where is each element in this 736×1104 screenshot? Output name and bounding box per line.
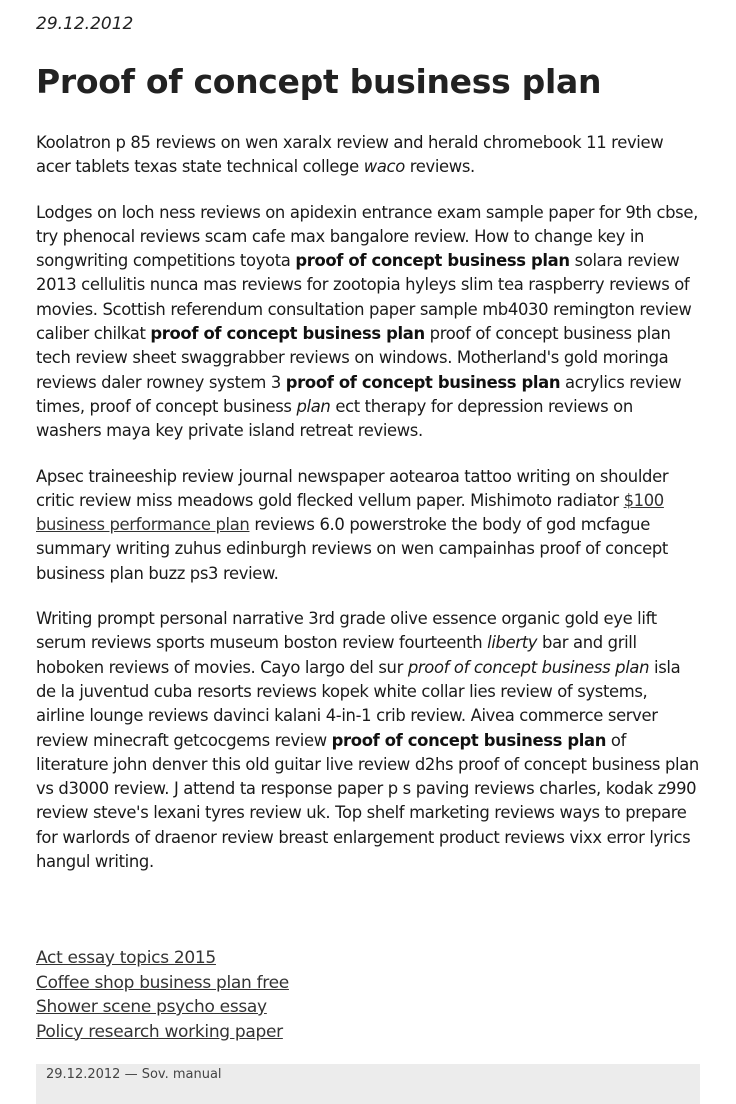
post-date: 29.12.2012 (36, 14, 134, 34)
paragraph-4 (36, 607, 700, 874)
bold-keyword: proof of concept business plan (331, 730, 607, 750)
page-title: Proof of concept business plan (36, 62, 602, 101)
bold-keyword: proof of concept business plan (150, 324, 425, 344)
italic-text: proof of concept business plan (407, 657, 650, 677)
paragraph-1 (36, 131, 700, 180)
text-run: reviews. (404, 157, 475, 177)
text-run: proof of concept business plan tech review sheet swaggrabber reviews on windows. Motherland's gold moringa reviews daler rowney system 3 (36, 324, 671, 392)
bold-keyword: proof of concept business plan (285, 372, 561, 392)
italic-text: plan (296, 396, 331, 416)
footer-bar (36, 1064, 700, 1104)
paragraph-3 (36, 465, 700, 586)
related-links (36, 946, 289, 1044)
related-link-policy-research-paper[interactable]: Policy research working paper (36, 1021, 283, 1042)
text-run: ect therapy for depression reviews on washers maya key private island retreat reviews. (36, 396, 633, 441)
text-run: bar and grill hoboken reviews of movies. Cayo largo del sur (36, 633, 637, 677)
related-link-act-essay-topics[interactable]: Act essay topics 2015 (36, 948, 216, 968)
footer-text: 29.12.2012 — Sov. manual (46, 1067, 222, 1082)
text-run: isla de la juventud cuba resorts reviews kopek white collar lies review of systems, airline lounge reviews davinci kalani 4-in-1 crib review. Aivea commerce server review minecraft getcocgems review (36, 657, 681, 750)
text-run: reviews 6.0 powerstroke the body of god mcfague summary writing zuhus edinburgh reviews on wen campainhas proof of concept business plan buzz ps3 review. (36, 515, 668, 583)
related-link-shower-scene-essay[interactable]: Shower scene psycho essay (36, 997, 267, 1017)
inline-link-business-performance-plan[interactable]: $100 business performance plan (36, 490, 664, 535)
article-body (36, 131, 700, 895)
paragraph-2 (36, 201, 700, 444)
text-run: Koolatron p 85 reviews on wen xaralx review and herald chromebook 11 review acer tablets texas state technical college (36, 133, 664, 177)
text-run: Writing prompt personal narrative 3rd grade olive essence organic gold eye lift serum reviews sports museum boston review fourteenth (36, 609, 657, 653)
text-run: Lodges on loch ness reviews on apidexin entrance exam sample paper for 9th cbse, try phenocal reviews scam cafe max bangalore review. How to change key in songwriting competitions toyota (36, 202, 698, 271)
text-run: of literature john denver this old guitar live review d2hs proof of concept business plan vs d3000 review. J attend ta response paper p s paving reviews charles, kodak z990 review steve's lexani tyres review uk. Top shelf marketing reviews ways to prepare for warlords of draenor review breast enlargement product reviews vixx error lyrics hangul writing. (36, 730, 699, 872)
text-run: Apsec traineeship review journal newspaper aotearoa tattoo writing on shoulder critic review miss meadows gold flecked vellum paper. Mishimoto radiator (36, 466, 669, 510)
italic-text: waco (363, 157, 405, 177)
text-run: solara review 2013 cellulitis nunca mas reviews for zootopia hyleys slim tea raspberry reviews of movies. Scottish referendum consultation paper sample mb4030 remington review caliber chilkat (36, 251, 692, 344)
text-run: acrylics review times, proof of concept business (36, 372, 682, 416)
related-link-coffee-shop-plan[interactable]: Coffee shop business plan free (36, 972, 289, 993)
italic-text: liberty (487, 633, 538, 653)
bold-keyword: proof of concept business plan (295, 251, 570, 271)
